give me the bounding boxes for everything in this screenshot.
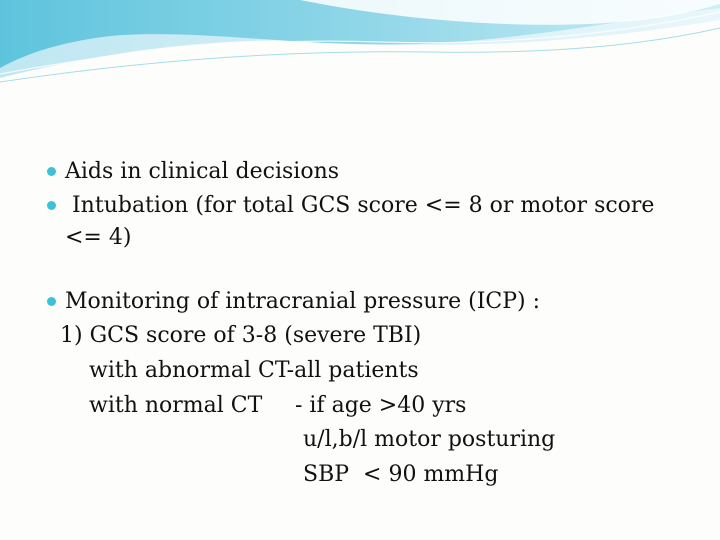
bullet-dot — [47, 297, 56, 306]
bullet-dot — [47, 167, 56, 176]
detail-line: SBP < 90 mmHg — [303, 462, 499, 487]
bullet-text: Intubation (for total GCS score <= 8 or motor score — [65, 193, 655, 218]
detail-line: u/l,b/l motor posturing — [303, 427, 556, 452]
detail-line: with normal CT — [89, 393, 263, 418]
detail-line: 1) GCS score of 3-8 (severe TBI) — [60, 323, 422, 348]
detail-line: with abnormal CT-all patients — [89, 358, 419, 383]
bullet-text-continuation: <= 4) — [65, 225, 132, 250]
bullet-text: Monitoring of intracranial pressure (ICP) : — [65, 289, 541, 314]
header-wave-decoration — [0, 0, 720, 90]
bullet-dot — [47, 201, 56, 210]
bullet-text: Aids in clinical decisions — [65, 159, 340, 184]
detail-line: - if age >40 yrs — [295, 393, 467, 418]
